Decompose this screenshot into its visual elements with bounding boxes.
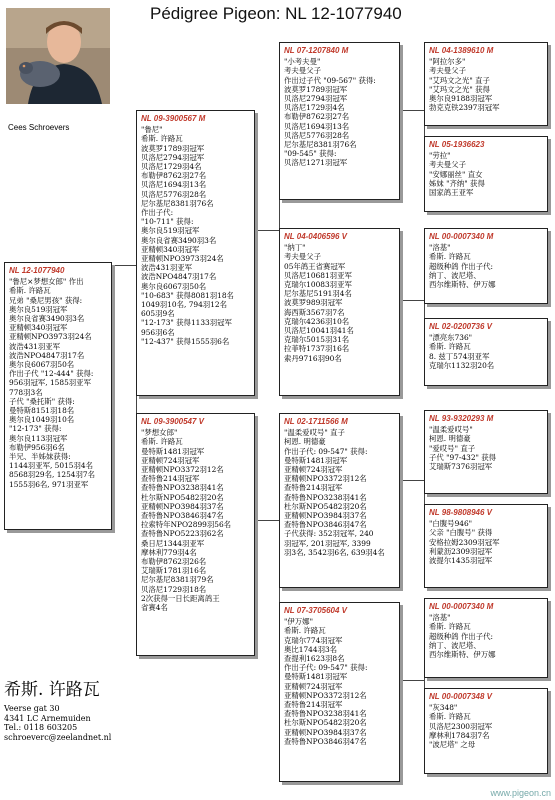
box-lines [429,57,543,112]
connector [255,520,279,521]
pedigree-box-ggp [424,318,548,386]
pedigree-line: 956羽冠军, 1585羽亚军 [9,378,91,388]
pedigree-line: 波莫罗989羽冠军 [284,298,343,308]
pedigree-line: 亚精顿724羽冠军 [141,455,200,465]
pedigree-line: 摩林利779羽4名 [141,547,197,557]
page-title: Pédigree Pigeon: NL 12-1077940 [150,4,402,23]
pedigree-box-sire [136,110,255,396]
pedigree-line: 希斯. 许路瓦 [429,252,471,262]
pedigree-line: 波提尔1435羽冠军 [429,556,493,566]
pedigree-line: 奥尔良9188羽冠军 [429,94,493,104]
pedigree-line: 作出过子代 "09-567" 获得: [284,75,376,85]
pedigree-line: 贝洛尼1694羽13名 [141,180,207,190]
pedigree-line: 亚精顿NPO3372羽12名 [284,690,367,700]
pedigree-line: 姊妹 "齐纳" 获得 [429,178,485,188]
owner-label: Cees Schroevers [8,123,70,132]
pedigree-line: 亚精顿340羽冠军 [141,244,200,254]
pedigree-line: "白腹号946" [429,519,473,529]
box-lines [284,617,395,746]
pedigree-line: "灰348" [429,703,458,713]
pedigree-line: 贝洛尼10041羽41名 [284,326,354,336]
pedigree-line: 亚精顿NPO3984羽37名 [141,501,224,511]
pedigree-line: 克瑞尔4236羽10名 [284,316,350,326]
box-lines [429,519,543,565]
pedigree-line: 778羽3名 [9,387,43,397]
pedigree-line: "梦想女郎" [141,428,178,438]
pedigree-line: 曼特斯1481羽冠军 [284,455,348,465]
watermark: www.pigeon.cn [490,788,551,798]
pedigree-line: 考夫曼父子 [284,66,321,76]
pedigree-line: 亚精顿724羽冠军 [284,465,343,475]
pedigree-line: "鲁尼" [141,125,163,135]
pedigree-line: 羽3名, 3542羽6名, 639羽4名 [284,547,385,557]
pedigree-line: 克瑞尔774羽冠军 [284,635,343,645]
pedigree-line: 查特鲁NPO3846羽47名 [284,520,367,530]
pedigree-line: 1144羽亚军, 5015羽4名 [9,461,93,471]
pedigree-line: 索丹9716羽90名 [284,353,342,363]
pedigree-line: 子代 "97-432" 获得 [429,452,497,462]
pedigree-line: 克瑞尔1132羽20名 [429,360,495,370]
pedigree-line: 贝洛尼5776羽28名 [141,189,207,199]
pedigree-box-sire-sire [279,42,400,200]
pedigree-line: "波尼塔" 之母 [429,740,476,750]
pedigree-line: "艾玛文之光" 获得 [429,84,490,94]
ring-number: NL 02-1711566 M [284,417,348,426]
connector [400,480,424,481]
pedigree-line: 奥尔良113羽冠军 [9,433,68,443]
box-lines [429,151,543,197]
pedigree-line: 纳丁、波尼塔、 [429,640,481,650]
pedigree-line: 希斯. 许路瓦 [284,626,326,636]
pedigree-line: 省赛4名 [141,603,168,613]
pedigree-line: 海西斯3567羽7名 [284,307,345,317]
connector [400,300,424,301]
pedigree-line: 布勒伊8762羽27名 [141,171,207,181]
box-lines [284,428,395,557]
pedigree-box-subject [4,262,112,530]
pedigree-line: 贝洛尼2794羽冠军 [284,94,348,104]
connector [400,680,424,681]
pedigree-box-ggp [424,504,548,588]
pedigree-line: 奥尔良519羽冠军 [9,304,68,314]
pedigree-line: 波莫罗1789羽冠军 [284,84,348,94]
pedigree-line: 曼特斯1481羽冠军 [284,672,348,682]
connector [400,110,424,111]
connector [255,230,279,231]
ring-number: NL 07-3705604 V [284,606,348,615]
pedigree-line: 贝洛尼1729羽4名 [141,162,202,172]
pedigree-line: 2次获得一日长距离鸽王 [141,593,220,603]
pedigree-line: "洛基" [429,243,451,253]
pedigree-line: 亚精顿NPO3984羽37名 [284,511,367,521]
box-lines [429,613,543,659]
pedigree-line: 贝洛尼1729羽18名 [141,584,207,594]
breeder-name: 希斯. 许路瓦 [4,680,100,700]
pedigree-line: 勃克克铁2397羽冠军 [429,103,500,113]
pedigree-line: 安格拉姆2309羽冠军 [429,537,500,547]
pedigree-line: 波浩NPO4847羽17名 [141,272,217,282]
pedigree-line: 希斯. 许路瓦 [429,342,471,352]
pedigree-box-ggp [424,136,548,212]
pedigree-line: 贝洛尼2300羽冠军 [429,721,493,731]
pedigree-line: "温柔爱哎号" 直子 [284,428,345,438]
pedigree-line: 拉索特年NPO2899羽56名 [141,520,232,530]
pedigree-box-ggp [424,228,548,304]
ring-number: NL 05-1936623 [429,140,485,149]
pedigree-line: 考夫曼父子 [429,160,466,170]
pedigree-line: 尼尔基尼8381羽76名 [141,198,214,208]
pedigree-line: "小考夫曼" [284,57,321,67]
pedigree-line: 柯恩. 明德豪 [429,434,471,444]
pedigree-line: 国家鸽王亚军 [429,188,474,198]
pedigree-line: 羽冠军, 201羽冠军, 3399 [284,538,371,548]
pedigree-line: 查特鲁NPO3846羽47名 [284,736,367,746]
box-lines [141,428,250,612]
pedigree-line: 艾瑞斯7376羽冠军 [429,462,493,472]
pedigree-line: 奥尔良1049羽10名 [9,415,75,425]
pedigree-line: 查特鲁NPO3238羽41名 [141,483,224,493]
pedigree-line: 子代获得: 352羽冠军, 240 [284,529,374,539]
pedigree-line: 考夫曼父子 [284,252,321,262]
pedigree-line: 查特鲁214羽冠军 [284,483,343,493]
pedigree-line: "伊万娜" [284,617,313,627]
pedigree-line: 考夫曼父子 [429,66,466,76]
ring-number: NL 00-0007348 V [429,692,493,701]
pedigree-line: "阿拉尔多" [429,57,466,67]
pedigree-line: 西尔维斯特、伊万娜 [429,280,496,290]
pedigree-line: "12-173" 获得1133羽冠军 [141,318,232,328]
box-lines [429,425,543,471]
box-lines [429,333,543,370]
pedigree-line: 1049羽10名, 794羽12名 [141,300,227,310]
pedigree-line: "温柔爱哎号" [429,425,473,435]
pedigree-box-dam [136,413,255,656]
pedigree-line: 杜尔斯NPO5482羽20名 [284,718,367,728]
pedigree-line: 作出子代: 09-547" 获得: [284,663,368,673]
pedigree-line: 希斯. 许路瓦 [429,712,471,722]
pedigree-line: 兄弟 "桑尼男孩" 获得: [9,295,83,305]
pedigree-line: "12-437" 获得1555羽6名 [141,336,230,346]
pedigree-line: "漂亮东736" [429,333,473,343]
pedigree-line: 亚精顿724羽冠军 [284,681,343,691]
ring-number: NL 98-9808946 V [429,508,493,517]
connector [112,265,136,266]
pedigree-line: 波浩431羽亚军 [141,263,193,273]
ring-number: NL 07-1207840 M [284,46,349,55]
ring-number: NL 04-0406596 V [284,232,348,241]
pedigree-line: "洛基" [429,613,451,623]
pedigree-line: "安娜丽丝" 直女 [429,169,483,179]
pedigree-line: 贝洛尼1729羽4名 [284,103,345,113]
pedigree-line: 希斯. 许路瓦 [9,286,51,296]
pedigree-line: "10-711" 获得: [141,217,194,227]
ring-number: NL 12-1077940 [9,266,65,275]
pedigree-line: 8. 兹丁574羽亚军 [429,351,490,361]
pedigree-line: 亚精顿NPO3984羽37名 [284,727,367,737]
pedigree-box-ggp [424,598,548,678]
pedigree-line: "纳丁" [284,243,306,253]
contact-line: Veerse gat 30 [4,704,60,713]
pedigree-line: "10-683" 获得8081羽18名 [141,290,234,300]
pedigree-line: 半兄、半姊妹获得: [9,452,71,462]
pedigree-line: 奥尔良6067羽50名 [141,281,207,291]
pedigree-line: 贝洛尼2794羽冠军 [141,152,205,162]
pedigree-line: 贝洛尼1694羽13名 [284,121,350,131]
box-lines [429,703,543,749]
pedigree-line: 8568羽29名, 1254羽7名 [9,470,95,480]
pedigree-line: 布勒伊956羽6名 [9,442,65,452]
ring-number: NL 09-3900567 M [141,114,206,123]
pedigree-line: 贝洛尼1271羽冠军 [284,158,348,168]
pedigree-line: 尼尔基尼8381羽79名 [141,575,214,585]
pedigree-line: 超级种鸽 作出子代: [429,261,493,271]
contact-line: 4341 LC Arnemuiden [4,713,91,723]
pedigree-line: 亚精顿NPO3372羽12名 [284,474,367,484]
pedigree-line: "爱哎号" 直子 [429,443,476,453]
pedigree-line: 波莫罗1789羽冠军 [141,143,205,153]
pedigree-line: 纳丁、波尼塔、 [429,270,481,280]
pedigree-line: 查特鲁214羽冠军 [141,474,200,484]
pedigree-line: "劳拉" [429,151,451,161]
pedigree-line: 作出子代 "12-444" 获得: [9,369,94,379]
pedigree-line: 亚精顿NPO3973羽24名 [9,332,92,342]
pedigree-box-sire-dam [279,228,400,396]
pedigree-line: 希斯. 许路瓦 [141,437,183,447]
pedigree-line: "艾玛文之光" 直子 [429,75,490,85]
pedigree-line: 杜尔斯NPO5482羽20名 [284,501,367,511]
breeder-contact [4,680,111,742]
pedigree-line: 查提利1623羽8名 [284,654,345,664]
pedigree-line: 克瑞尔5015羽31名 [284,335,350,345]
ring-number: NL 93-9320293 M [429,414,494,423]
ring-number: NL 04-1389610 M [429,46,494,55]
ring-number: NL 02-0200736 V [429,322,493,331]
ring-number: NL 00-0007340 M [429,232,494,241]
pedigree-line: 摩林利1784羽7名 [429,730,490,740]
pedigree-line: 拉菲特1737羽16名 [284,344,350,354]
pedigree-line: "12-173" 获得: [9,424,62,434]
box-lines [284,243,395,363]
contact-email: schroeverc@zeelandnet.nl [4,732,112,742]
pedigree-box-ggp [424,410,548,494]
pedigree-line: "鲁尼×梦想女郎" 作出 [9,277,84,287]
pedigree-line: 布勒伊8762羽27名 [284,112,350,122]
pedigree-line: 希斯. 许路瓦 [429,622,471,632]
pedigree-line: 查特鲁NPO3238羽41名 [284,709,367,719]
pedigree-line: 希斯. 许路瓦 [141,134,183,144]
pedigree-line: 桑日尼1344羽亚军 [141,538,205,548]
pedigree-line: 奥尔良6067羽50名 [9,360,75,370]
pedigree-line: 子代 "桑托斯" 获得: [9,396,75,406]
pedigree-line: 柯恩. 明德豪 [284,437,326,447]
pedigree-line: 查特鲁214羽冠军 [284,700,343,710]
pedigree-line: 西尔维斯特、伊万娜 [429,650,496,660]
ring-number: NL 09-3900547 V [141,417,205,426]
pedigree-line: 奥尔良省赛3490羽3名 [9,314,85,324]
pedigree-line: 艾瑞斯1781羽16名 [141,566,207,576]
pedigree-line: 作出子代: 09-547" 获得: [284,446,368,456]
owner-photo [6,8,110,104]
pedigree-line: 605羽9名 [141,309,175,319]
pedigree-box-ggp [424,42,548,126]
pedigree-line: 1555羽6名, 971羽亚军 [9,479,89,489]
pedigree-line: 奥比1744羽3名 [284,644,338,654]
pedigree-box-ggp [424,688,548,774]
pedigree-line: 05年鸽王省赛冠军 [284,261,346,271]
box-lines [284,57,395,167]
pedigree-box-dam-dam [279,602,400,782]
pedigree-line: 尼尔基尼5191羽4名 [284,289,352,299]
ring-number: NL 00-0007340 M [429,602,494,611]
box-lines [141,125,250,346]
pedigree-line: 克瑞尔10083羽亚军 [284,280,352,290]
pedigree-line: 杜尔斯NPO5482羽20名 [141,492,224,502]
pedigree-line: 作出子代: [141,208,174,218]
pedigree-line: 尼尔基尼8381羽76名 [284,140,357,150]
contact-line: Tel.: 0118 603205 [4,723,78,733]
pedigree-line: 查特鲁NPO3846羽47名 [141,511,224,521]
pedigree-line: 查特鲁NPO5223羽62名 [141,529,224,539]
pedigree-line: 利蒙沥2309羽冠军 [429,546,493,556]
pedigree-line: 查特鲁NPO3238羽41名 [284,492,367,502]
pedigree-line: 贝洛尼5776羽28名 [284,130,350,140]
pedigree-line: 贝洛尼10681羽亚军 [284,270,352,280]
pedigree-line: 波浩431羽亚军 [9,341,61,351]
pedigree-line: 亚精顿NPO3973羽24名 [141,254,224,264]
pedigree-line: 奥尔良519羽冠军 [141,226,200,236]
pedigree-line: 波浩NPO4847羽17名 [9,350,85,360]
pedigree-line: 亚精顿NPO3372羽12名 [141,465,224,475]
pedigree-line: "09-545" 获得: [284,149,337,159]
pedigree-line: 956羽6名 [141,327,175,337]
pedigree-box-dam-sire [279,413,400,588]
pedigree-line: 亚精顿340羽冠军 [9,323,68,333]
pedigree-line: 父亲 "白腹号" 获得 [429,528,493,538]
pedigree-line: 超级种鸽 作出子代: [429,631,493,641]
pedigree-line: 布勒伊8762羽26名 [141,557,207,567]
box-lines [9,277,107,489]
pedigree-line: 曼特斯1481羽冠军 [141,446,205,456]
pedigree-line: 曼特斯8151羽18名 [9,406,75,416]
pedigree-line: 奥尔良省赛3490羽3名 [141,235,217,245]
box-lines [429,243,543,289]
